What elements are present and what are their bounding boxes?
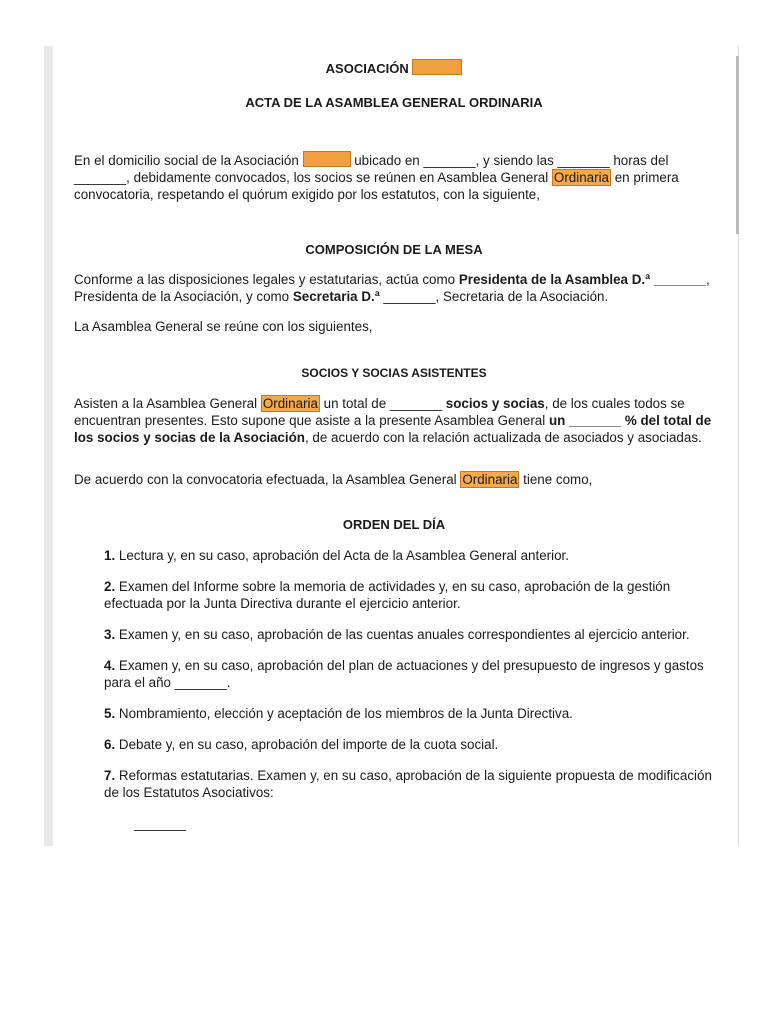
list-item: 1. Lectura y, en su caso, aprobación del Acta de la Asamblea General anterior. [104, 548, 569, 563]
list-item: 4. Examen y, en su caso, aprobación del plan de actuaciones y del presupuesto de ingresos y gastos para el año _______. [104, 658, 704, 690]
association-name-blank[interactable] [412, 59, 462, 75]
document-body [74, 56, 714, 832]
mesa-closing: La Asamblea General se reúne con los siguientes, [74, 319, 373, 334]
convocatoria-paragraph: De acuerdo con la convocatoria efectuada, la Asamblea General Ordinaria tiene como, [74, 472, 593, 487]
scrollbar-thumb[interactable] [736, 56, 739, 234]
orden-heading: ORDEN DEL DÍA [342, 517, 446, 532]
page-left-margin [44, 46, 53, 846]
socios-paragraph: Asisten a la Asamblea General Ordinaria un total de _______ socios y socias, de los cuales todos se encuentran presentes. Esto supone que asiste a la presente Asamblea General un _______ % del total de los socios y socias de la Asociación, de acuerdo con la relación actualizada de asociados y asociadas. [74, 396, 712, 445]
list-item: 3. Examen y, en su caso, aprobación de las cuentas anuales correspondientes al ejercicio anterior. [104, 627, 690, 642]
ordinaria-highlight: Ordinaria [262, 396, 318, 411]
amendment-blank: _______ [134, 816, 187, 831]
ordinaria-highlight: Ordinaria [553, 170, 609, 185]
orden-list [74, 547, 714, 832]
list-item: 6. Debate y, en su caso, aprobación del importe de la cuota social. [104, 737, 499, 752]
association-title: ASOCIACIÓN [74, 59, 714, 77]
acta-title: ACTA DE LA ASAMBLEA GENERAL ORDINARIA [245, 95, 543, 110]
socios-heading: SOCIOS Y SOCIAS ASISTENTES [301, 366, 487, 380]
ordinaria-highlight: Ordinaria [462, 472, 518, 487]
list-item: 2. Examen del Informe sobre la memoria de actividades y, en su caso, aprobación de la gestión efectuada por la Junta Directiva durante el ejercicio anterior. [104, 579, 671, 611]
mesa-heading: COMPOSICIÓN DE LA MESA [305, 242, 483, 257]
list-item: 5. Nombramiento, elección y aceptación de los miembros de la Junta Directiva. [104, 706, 573, 721]
association-name-field[interactable] [303, 151, 351, 167]
mesa-paragraph: Conforme a las disposiciones legales y estatutarias, actúa como Presidenta de la Asamblea D.ª _______, Presidenta de la Asociación, y como Secretaria D.ª _______, Secretaria de la Asociación. [74, 272, 710, 304]
intro-paragraph: En el domicilio social de la Asociación ubicado en _______, y siendo las _______ horas del _______, debidamente convocados, los socios se reúnen en Asamblea General Ordinaria en primera convocatoria, respetando el quórum exigido por los estatutos, con la siguiente, [74, 153, 679, 202]
list-item: 7. Reformas estatutarias. Examen y, en su caso, aprobación de la siguiente propuesta de modificación de los Estatutos Asociativos: [104, 768, 712, 800]
